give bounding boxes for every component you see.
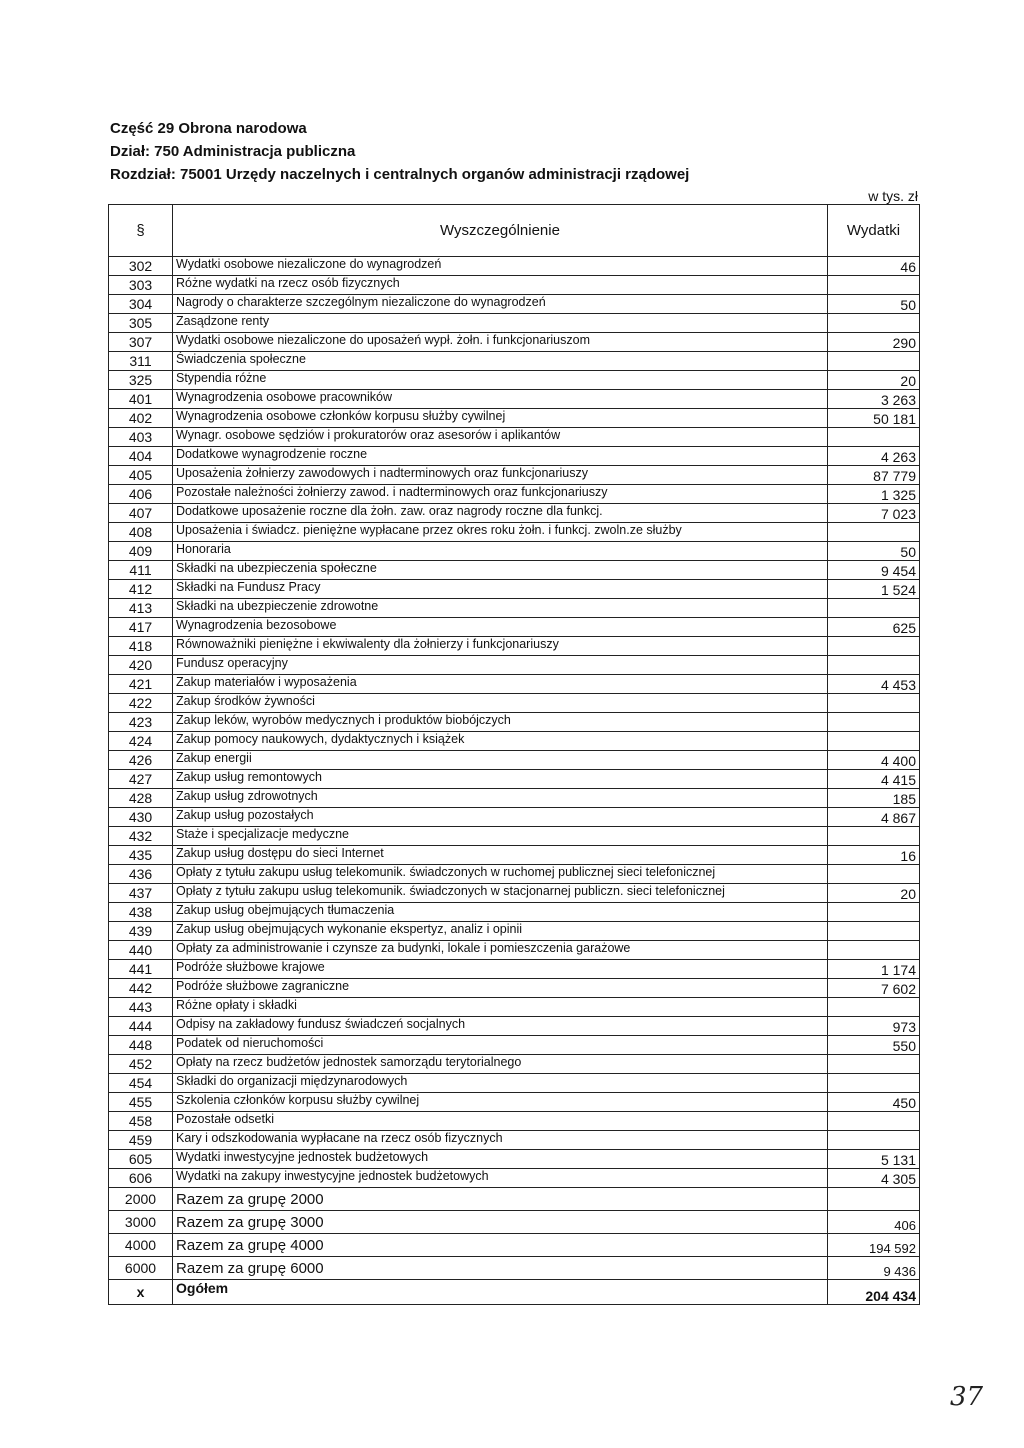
column-header-paragraph: § <box>109 205 173 257</box>
description-cell: Ogółem <box>173 1280 828 1305</box>
table-row <box>109 808 920 827</box>
unit-label: w tys. zł <box>868 188 918 204</box>
table-row <box>109 865 920 884</box>
paragraph-cell: 406 <box>109 485 173 504</box>
expense-cell <box>828 827 920 846</box>
paragraph-cell: 422 <box>109 694 173 713</box>
table-row <box>109 1112 920 1131</box>
group-sum-row <box>109 1188 920 1211</box>
group-sum-row <box>109 1234 920 1257</box>
expense-cell <box>828 713 920 732</box>
paragraph-cell: 444 <box>109 1017 173 1036</box>
expense-cell <box>828 656 920 675</box>
expense-cell: 625 <box>828 618 920 637</box>
table-row <box>109 618 920 637</box>
expense-cell: 1 524 <box>828 580 920 599</box>
description-cell: Staże i specjalizacje medyczne <box>173 827 828 846</box>
paragraph-cell: 605 <box>109 1150 173 1169</box>
expense-cell: 20 <box>828 371 920 390</box>
expense-cell: 4 867 <box>828 808 920 827</box>
paragraph-cell: 302 <box>109 257 173 276</box>
table-row <box>109 295 920 314</box>
table-row <box>109 1093 920 1112</box>
expense-cell: 50 181 <box>828 409 920 428</box>
table-body <box>109 257 920 1305</box>
description-cell: Składki na ubezpieczenia społeczne <box>173 561 828 580</box>
paragraph-cell: 454 <box>109 1074 173 1093</box>
paragraph-cell: 303 <box>109 276 173 295</box>
paragraph-cell: 439 <box>109 922 173 941</box>
paragraph-cell: 418 <box>109 637 173 656</box>
paragraph-cell: 402 <box>109 409 173 428</box>
table-row <box>109 1036 920 1055</box>
description-cell: Szkolenia członków korpusu służby cywilnej <box>173 1093 828 1112</box>
expense-cell: 46 <box>828 257 920 276</box>
division-heading: Dział: 750 Administracja publiczna <box>110 143 356 160</box>
expense-cell <box>828 694 920 713</box>
description-cell: Dodatkowe uposażenie roczne dla żołn. zaw. oraz nagrody roczne dla funkcj. <box>173 504 828 523</box>
expense-cell: 50 <box>828 542 920 561</box>
expense-cell <box>828 428 920 447</box>
column-header-expenses: Wydatki <box>828 205 920 257</box>
paragraph-cell: 6000 <box>109 1257 173 1280</box>
description-cell: Wydatki na zakupy inwestycyjne jednostek budżetowych <box>173 1169 828 1188</box>
paragraph-cell: 405 <box>109 466 173 485</box>
table-row <box>109 390 920 409</box>
paragraph-cell: 423 <box>109 713 173 732</box>
description-cell: Zakup usług obejmujących wykonanie ekspertyz, analiz i opinii <box>173 922 828 941</box>
expense-cell: 7 023 <box>828 504 920 523</box>
paragraph-cell: 426 <box>109 751 173 770</box>
table-row <box>109 409 920 428</box>
table-row <box>109 447 920 466</box>
table-row <box>109 922 920 941</box>
paragraph-cell: 459 <box>109 1131 173 1150</box>
paragraph-cell: 606 <box>109 1169 173 1188</box>
description-cell: Równoważniki pieniężne i ekwiwalenty dla żołnierzy i funkcjonariuszy <box>173 637 828 656</box>
paragraph-cell: 3000 <box>109 1211 173 1234</box>
description-cell: Pozostałe należności żołnierzy zawod. i nadterminowych oraz funkcjonariuszy <box>173 485 828 504</box>
table-row <box>109 656 920 675</box>
table-row <box>109 979 920 998</box>
description-cell: Podróże służbowe krajowe <box>173 960 828 979</box>
table-row <box>109 314 920 333</box>
description-cell: Opłaty z tytułu zakupu usług telekomunik. świadczonych w stacjonarnej publiczn. sieci telefonicznej <box>173 884 828 903</box>
description-cell: Wynagrodzenia osobowe członków korpusu służby cywilnej <box>173 409 828 428</box>
description-cell: Uposażenia i świadcz. pieniężne wypłacane przez okres roku żołn. i funkcj. zwoln.ze służby <box>173 523 828 542</box>
table-row <box>109 276 920 295</box>
paragraph-cell: 458 <box>109 1112 173 1131</box>
chapter-heading: Rozdział: 75001 Urzędy naczelnych i centralnych organów administracji rządowej <box>110 166 690 183</box>
description-cell: Razem za grupę 2000 <box>173 1188 828 1211</box>
expense-cell <box>828 1074 920 1093</box>
expense-cell: 194 592 <box>828 1234 920 1257</box>
table-row <box>109 732 920 751</box>
paragraph-cell: 413 <box>109 599 173 618</box>
description-cell: Zakup usług obejmujących tłumaczenia <box>173 903 828 922</box>
description-cell: Składki na Fundusz Pracy <box>173 580 828 599</box>
description-cell: Honoraria <box>173 542 828 561</box>
paragraph-cell: 305 <box>109 314 173 333</box>
description-cell: Różne wydatki na rzecz osób fizycznych <box>173 276 828 295</box>
expense-cell: 87 779 <box>828 466 920 485</box>
expense-cell <box>828 1188 920 1211</box>
paragraph-cell: 2000 <box>109 1188 173 1211</box>
total-row <box>109 1280 920 1305</box>
paragraph-cell: 307 <box>109 333 173 352</box>
paragraph-cell: 442 <box>109 979 173 998</box>
table-row <box>109 1055 920 1074</box>
paragraph-cell: 412 <box>109 580 173 599</box>
column-header-description: Wyszczególnienie <box>173 205 828 257</box>
paragraph-cell: 304 <box>109 295 173 314</box>
expense-cell: 450 <box>828 1093 920 1112</box>
expense-cell <box>828 903 920 922</box>
paragraph-cell: 408 <box>109 523 173 542</box>
expense-cell <box>828 1112 920 1131</box>
paragraph-cell: 409 <box>109 542 173 561</box>
table-row <box>109 998 920 1017</box>
expense-cell: 290 <box>828 333 920 352</box>
table-row <box>109 599 920 618</box>
expense-cell <box>828 314 920 333</box>
expense-cell <box>828 276 920 295</box>
description-cell: Podatek od nieruchomości <box>173 1036 828 1055</box>
expense-cell: 550 <box>828 1036 920 1055</box>
expense-cell <box>828 637 920 656</box>
expense-cell <box>828 1055 920 1074</box>
paragraph-cell: 452 <box>109 1055 173 1074</box>
expense-cell: 7 602 <box>828 979 920 998</box>
expense-cell: 1 174 <box>828 960 920 979</box>
table-row <box>109 466 920 485</box>
description-cell: Zakup środków żywności <box>173 694 828 713</box>
table-row <box>109 1131 920 1150</box>
description-cell: Opłaty z tytułu zakupu usług telekomunik. świadczonych w ruchomej publicznej sieci telefonicznej <box>173 865 828 884</box>
table-row <box>109 827 920 846</box>
expense-cell <box>828 732 920 751</box>
paragraph-cell: 420 <box>109 656 173 675</box>
table-row <box>109 561 920 580</box>
paragraph-cell: 448 <box>109 1036 173 1055</box>
table-row <box>109 352 920 371</box>
description-cell: Dodatkowe wynagrodzenie roczne <box>173 447 828 466</box>
description-cell: Wydatki inwestycyjne jednostek budżetowych <box>173 1150 828 1169</box>
description-cell: Stypendia różne <box>173 371 828 390</box>
description-cell: Składki do organizacji międzynarodowych <box>173 1074 828 1093</box>
table-row <box>109 257 920 276</box>
table-row <box>109 1169 920 1188</box>
table-row <box>109 1017 920 1036</box>
expense-cell: 9 454 <box>828 561 920 580</box>
paragraph-cell: 432 <box>109 827 173 846</box>
expense-cell <box>828 599 920 618</box>
table-row <box>109 960 920 979</box>
expense-cell: 3 263 <box>828 390 920 409</box>
expense-cell: 406 <box>828 1211 920 1234</box>
expense-cell <box>828 523 920 542</box>
expense-cell: 16 <box>828 846 920 865</box>
description-cell: Uposażenia żołnierzy zawodowych i nadterminowych oraz funkcjonariuszy <box>173 466 828 485</box>
paragraph-cell: 427 <box>109 770 173 789</box>
table-row <box>109 751 920 770</box>
table-row <box>109 903 920 922</box>
expense-cell: 5 131 <box>828 1150 920 1169</box>
paragraph-cell: 437 <box>109 884 173 903</box>
table-row <box>109 884 920 903</box>
description-cell: Razem za grupę 3000 <box>173 1211 828 1234</box>
paragraph-cell: 455 <box>109 1093 173 1112</box>
table-row <box>109 1150 920 1169</box>
expense-cell: 50 <box>828 295 920 314</box>
paragraph-cell: 403 <box>109 428 173 447</box>
expense-cell: 4 305 <box>828 1169 920 1188</box>
page-number: 37 <box>950 1382 984 1412</box>
expense-cell <box>828 922 920 941</box>
table-row <box>109 371 920 390</box>
expense-cell <box>828 352 920 371</box>
description-cell: Zakup usług remontowych <box>173 770 828 789</box>
paragraph-cell: 430 <box>109 808 173 827</box>
description-cell: Zakup leków, wyrobów medycznych i produktów biobójczych <box>173 713 828 732</box>
paragraph-cell: 443 <box>109 998 173 1017</box>
paragraph-cell: 407 <box>109 504 173 523</box>
paragraph-cell: 441 <box>109 960 173 979</box>
table-row <box>109 846 920 865</box>
paragraph-cell: 438 <box>109 903 173 922</box>
description-cell: Razem za grupę 4000 <box>173 1234 828 1257</box>
description-cell: Zakup energii <box>173 751 828 770</box>
description-cell: Świadczenia społeczne <box>173 352 828 371</box>
description-cell: Zakup usług pozostałych <box>173 808 828 827</box>
description-cell: Wynagr. osobowe sędziów i prokuratorów oraz asesorów i aplikantów <box>173 428 828 447</box>
part-heading: Część 29 Obrona narodowa <box>110 120 307 137</box>
table-row <box>109 675 920 694</box>
description-cell: Odpisy na zakładowy fundusz świadczeń socjalnych <box>173 1017 828 1036</box>
description-cell: Opłaty za administrowanie i czynsze za budynki, lokale i pomieszczenia garażowe <box>173 941 828 960</box>
description-cell: Fundusz operacyjny <box>173 656 828 675</box>
expense-cell <box>828 941 920 960</box>
group-sum-row <box>109 1211 920 1234</box>
description-cell: Wynagrodzenia osobowe pracowników <box>173 390 828 409</box>
paragraph-cell: 424 <box>109 732 173 751</box>
table-row <box>109 713 920 732</box>
table-row <box>109 542 920 561</box>
expense-cell <box>828 865 920 884</box>
description-cell: Opłaty na rzecz budżetów jednostek samorządu terytorialnego <box>173 1055 828 1074</box>
description-cell: Wynagrodzenia bezosobowe <box>173 618 828 637</box>
paragraph-cell: 421 <box>109 675 173 694</box>
table-row <box>109 485 920 504</box>
budget-table <box>108 204 920 1305</box>
table-row <box>109 1074 920 1093</box>
description-cell: Zasądzone renty <box>173 314 828 333</box>
table-row <box>109 428 920 447</box>
description-cell: Zakup materiałów i wyposażenia <box>173 675 828 694</box>
description-cell: Kary i odszkodowania wypłacane na rzecz osób fizycznych <box>173 1131 828 1150</box>
table-row <box>109 694 920 713</box>
description-cell: Różne opłaty i składki <box>173 998 828 1017</box>
description-cell: Składki na ubezpieczenie zdrowotne <box>173 599 828 618</box>
expense-cell: 4 400 <box>828 751 920 770</box>
expense-cell: 9 436 <box>828 1257 920 1280</box>
expense-cell <box>828 998 920 1017</box>
expense-cell: 185 <box>828 789 920 808</box>
description-cell: Razem za grupę 6000 <box>173 1257 828 1280</box>
expense-cell <box>828 1131 920 1150</box>
description-cell: Wydatki osobowe niezaliczone do uposażeń wypł. żołn. i funkcjonariuszom <box>173 333 828 352</box>
paragraph-cell: 435 <box>109 846 173 865</box>
expense-cell: 204 434 <box>828 1280 920 1305</box>
expense-cell: 4 263 <box>828 447 920 466</box>
description-cell: Zakup usług dostępu do sieci Internet <box>173 846 828 865</box>
table-row <box>109 580 920 599</box>
paragraph-cell: 428 <box>109 789 173 808</box>
description-cell: Wydatki osobowe niezaliczone do wynagrodzeń <box>173 257 828 276</box>
paragraph-cell: 325 <box>109 371 173 390</box>
description-cell: Zakup usług zdrowotnych <box>173 789 828 808</box>
table-row <box>109 789 920 808</box>
paragraph-cell: 417 <box>109 618 173 637</box>
table-row <box>109 523 920 542</box>
paragraph-cell: 4000 <box>109 1234 173 1257</box>
table-row <box>109 637 920 656</box>
paragraph-cell: 311 <box>109 352 173 371</box>
paragraph-cell: 411 <box>109 561 173 580</box>
expense-cell: 4 415 <box>828 770 920 789</box>
paragraph-cell: 436 <box>109 865 173 884</box>
table-row <box>109 941 920 960</box>
paragraph-cell: 401 <box>109 390 173 409</box>
description-cell: Pozostałe odsetki <box>173 1112 828 1131</box>
description-cell: Zakup pomocy naukowych, dydaktycznych i książek <box>173 732 828 751</box>
expense-cell: 973 <box>828 1017 920 1036</box>
expense-cell: 20 <box>828 884 920 903</box>
paragraph-cell: 440 <box>109 941 173 960</box>
expense-cell: 4 453 <box>828 675 920 694</box>
table-row <box>109 504 920 523</box>
description-cell: Podróże służbowe zagraniczne <box>173 979 828 998</box>
group-sum-row <box>109 1257 920 1280</box>
description-cell: Nagrody o charakterze szczególnym niezaliczone do wynagrodzeń <box>173 295 828 314</box>
table-row <box>109 333 920 352</box>
table-header-row <box>109 205 920 257</box>
paragraph-cell: 404 <box>109 447 173 466</box>
expense-cell: 1 325 <box>828 485 920 504</box>
table-row <box>109 770 920 789</box>
paragraph-cell: x <box>109 1280 173 1305</box>
